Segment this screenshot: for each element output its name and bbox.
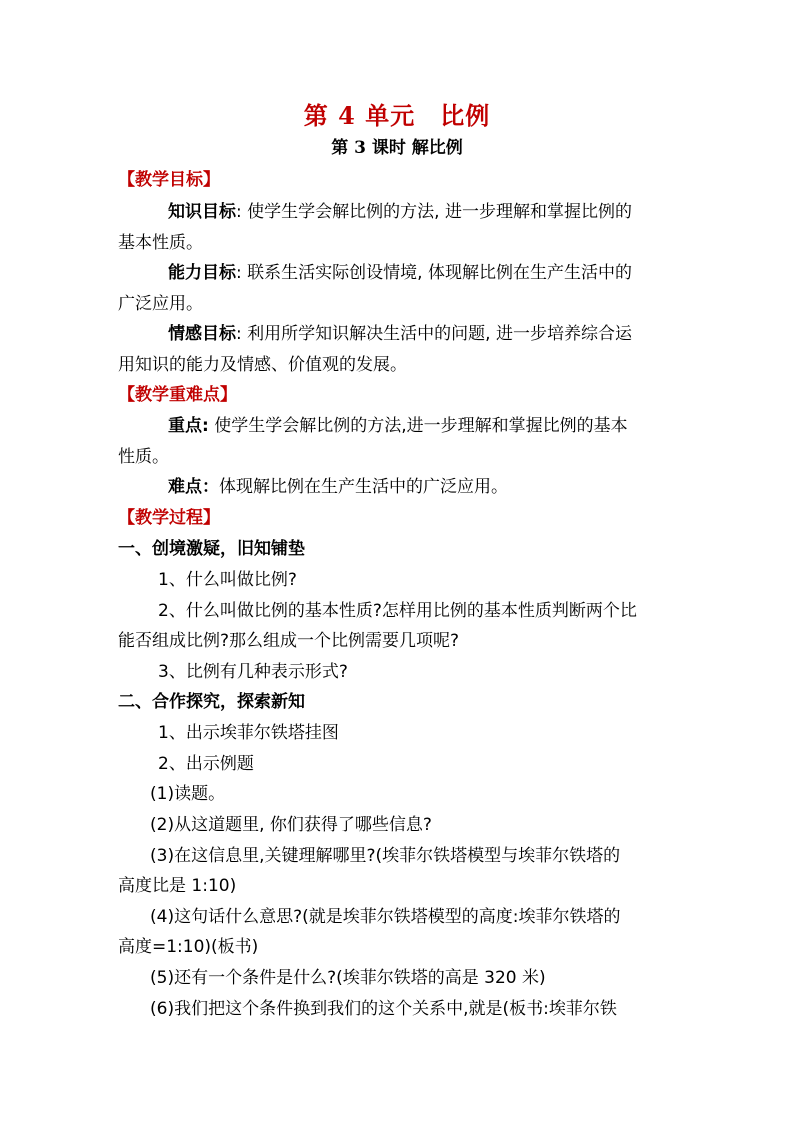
step-6-line-1: (6)我们把这个条件换到我们的这个关系中,就是(板书:埃菲尔铁 <box>150 999 617 1019</box>
unit-title: 第 4 单元 比例 <box>303 101 491 130</box>
difficult-point-line <box>168 472 508 497</box>
section-key-difficult-points: 【教学重难点】 <box>118 385 237 405</box>
difficult-point-text: 体现解比例在生产生活中的广泛应用。 <box>219 477 508 497</box>
step-1: (1)读题。 <box>150 784 226 804</box>
knowledge-goal-text: : 使学生学会解比例的方法, 进一步理解和掌握比例的 <box>236 202 632 222</box>
part2-item-1: 1、出示埃菲尔铁塔挂图 <box>158 723 339 743</box>
part2-heading: 二、合作探究，探索新知 <box>118 692 305 712</box>
step-3-line-2: 高度比是 1:10) <box>118 876 237 896</box>
knowledge-goal-line-1 <box>168 197 632 222</box>
key-point-line-2: 性质。 <box>118 447 169 467</box>
key-point-text: 使学生学会解比例的方法,进一步理解和掌握比例的基本 <box>208 416 628 436</box>
section-teaching-goals: 【教学目标】 <box>118 170 220 190</box>
emotion-goal-line-1 <box>168 319 632 344</box>
part1-question-2-line-2: 能否组成比例?那么组成一个比例需要几项呢? <box>118 631 460 651</box>
part1-question-2-line-1: 2、什么叫做比例的基本性质?怎样用比例的基本性质判断两个比 <box>158 601 637 621</box>
step-5: (5)还有一个条件是什么?(埃菲尔铁塔的高是 320 米) <box>150 968 546 988</box>
emotion-goal-label: 情感目标 <box>168 324 236 344</box>
key-point-line-1 <box>168 411 628 436</box>
section-teaching-process: 【教学过程】 <box>118 508 220 528</box>
step-4-line-1: (4)这句话什么意思?(就是埃菲尔铁塔模型的高度:埃菲尔铁塔的 <box>150 907 621 927</box>
emotion-goal-line-2: 用知识的能力及情感、价值观的发展。 <box>118 355 407 375</box>
knowledge-goal-label: 知识目标 <box>168 202 236 222</box>
ability-goal-line-2: 广泛应用。 <box>118 294 203 314</box>
lesson-subtitle: 第 3 课时 解比例 <box>331 138 463 158</box>
part2-item-2: 2、出示例题 <box>158 754 254 774</box>
step-2: (2)从这道题里, 你们获得了哪些信息? <box>150 815 432 835</box>
step-4-line-2: 高度=1:10)(板书) <box>118 937 259 957</box>
difficult-point-label: 难点： <box>168 477 219 497</box>
key-point-label: 重点: <box>168 416 209 436</box>
emotion-goal-text: : 利用所学知识解决生活中的问题, 进一步培养综合运 <box>236 324 632 344</box>
ability-goal-label: 能力目标 <box>168 263 236 283</box>
ability-goal-line-1 <box>168 258 632 283</box>
part1-question-3: 3、比例有几种表示形式? <box>158 662 348 682</box>
step-3-line-1: (3)在这信息里,关键理解哪里?(埃菲尔铁塔模型与埃菲尔铁塔的 <box>150 846 621 866</box>
knowledge-goal-line-2: 基本性质。 <box>118 233 203 253</box>
ability-goal-text: : 联系生活实际创设情境, 体现解比例在生产生活中的 <box>236 263 632 283</box>
part1-heading: 一、创境激疑，旧知铺垫 <box>118 539 305 559</box>
part1-question-1: 1、什么叫做比例? <box>158 570 297 590</box>
